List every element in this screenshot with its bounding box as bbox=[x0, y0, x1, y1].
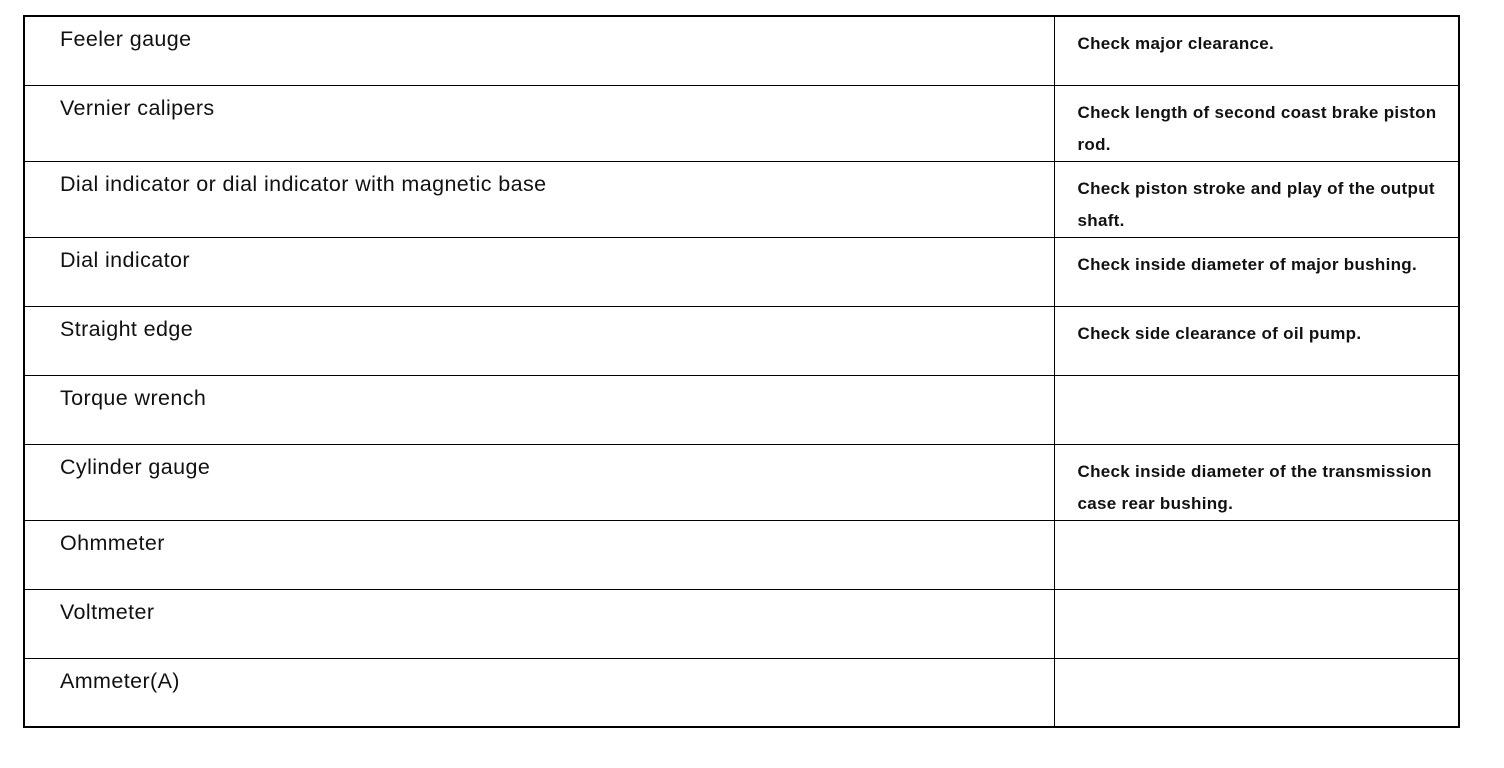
measuring-tools-table bbox=[23, 15, 1460, 728]
usage-cell bbox=[1054, 589, 1459, 658]
tool-cell bbox=[24, 161, 1054, 237]
tool-name: Dial indicator or dial indicator with magnetic base bbox=[60, 171, 547, 196]
tool-usage bbox=[1055, 376, 1459, 387]
usage-cell bbox=[1054, 237, 1459, 306]
usage-cell bbox=[1054, 161, 1459, 237]
tool-name: Dial indicator bbox=[60, 247, 190, 272]
table-row bbox=[24, 658, 1459, 727]
table-row bbox=[24, 161, 1459, 237]
tool-cell bbox=[24, 589, 1054, 658]
tool-usage bbox=[1055, 521, 1459, 532]
tool-cell bbox=[24, 85, 1054, 161]
usage-cell bbox=[1054, 16, 1459, 85]
table-row bbox=[24, 16, 1459, 85]
table-row bbox=[24, 375, 1459, 444]
tool-name: Ohmmeter bbox=[60, 530, 165, 555]
table-row bbox=[24, 306, 1459, 375]
tool-name: Feeler gauge bbox=[60, 27, 192, 51]
tool-usage bbox=[1055, 590, 1459, 601]
usage-cell bbox=[1054, 444, 1459, 520]
tool-name: Vernier calipers bbox=[60, 95, 215, 120]
tool-name: Ammeter(A) bbox=[60, 668, 180, 693]
table-row bbox=[24, 589, 1459, 658]
tool-usage bbox=[1055, 659, 1459, 670]
tool-cell bbox=[24, 16, 1054, 85]
tool-cell bbox=[24, 520, 1054, 589]
usage-cell bbox=[1054, 375, 1459, 444]
table-row bbox=[24, 237, 1459, 306]
usage-cell bbox=[1054, 85, 1459, 161]
tool-usage: Check side clearance of oil pump. bbox=[1077, 323, 1362, 343]
tool-name: Voltmeter bbox=[60, 599, 155, 624]
tool-usage: Check piston stroke and play of the output shaft. bbox=[1077, 178, 1435, 230]
tool-name: Torque wrench bbox=[60, 385, 207, 410]
table-row bbox=[24, 85, 1459, 161]
tool-usage: Check inside diameter of major bushing. bbox=[1077, 254, 1417, 274]
tool-cell bbox=[24, 306, 1054, 375]
tool-usage: Check inside diameter of the transmission case rear bushing. bbox=[1077, 461, 1432, 513]
table-row bbox=[24, 520, 1459, 589]
usage-cell bbox=[1054, 306, 1459, 375]
usage-cell bbox=[1054, 520, 1459, 589]
usage-cell bbox=[1054, 658, 1459, 727]
tool-cell bbox=[24, 658, 1054, 727]
tool-cell bbox=[24, 375, 1054, 444]
tool-usage: Check length of second coast brake piston rod. bbox=[1077, 102, 1437, 154]
tool-name: Cylinder gauge bbox=[60, 454, 211, 479]
tool-cell bbox=[24, 237, 1054, 306]
tool-usage: Check major clearance. bbox=[1077, 34, 1275, 53]
tool-name: Straight edge bbox=[60, 316, 194, 341]
table-row bbox=[24, 444, 1459, 520]
tool-cell bbox=[24, 444, 1054, 520]
